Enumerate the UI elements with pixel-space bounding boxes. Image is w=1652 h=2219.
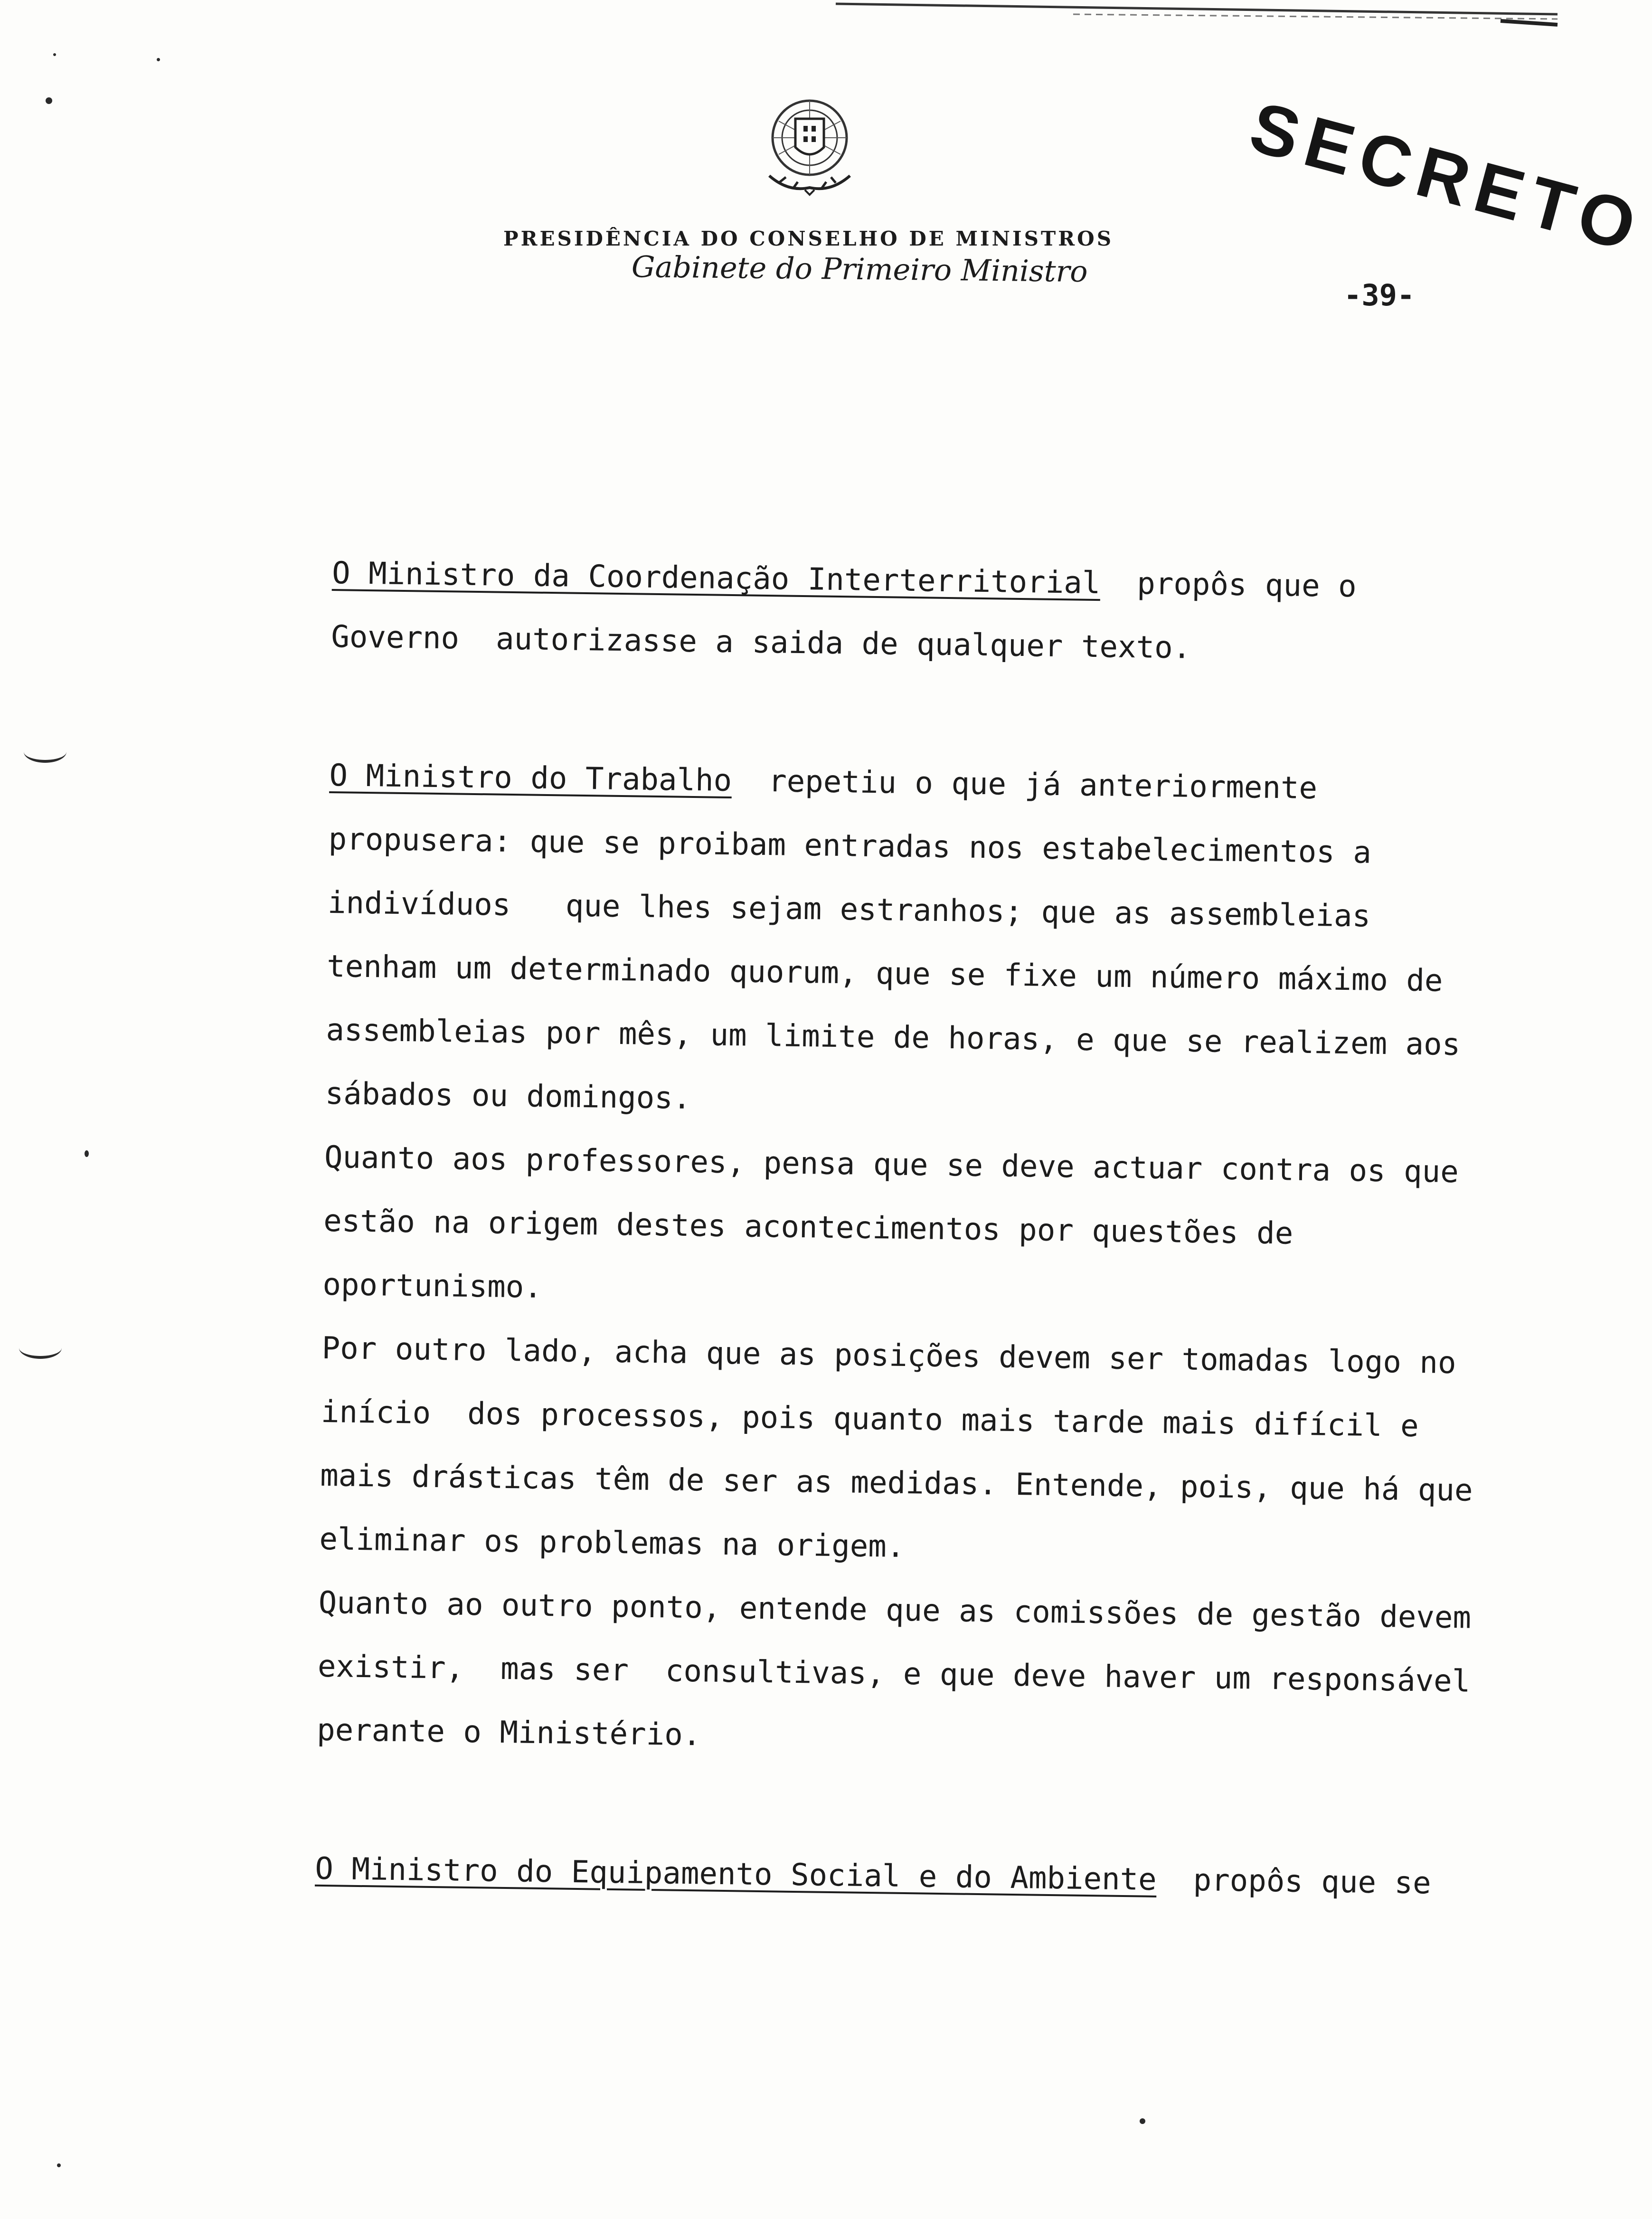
scan-speck (57, 2163, 61, 2167)
scan-speck (53, 53, 56, 56)
cabinet-script-line: Gabinete do Primeiro Ministro (631, 249, 1088, 289)
scan-speck (1140, 2118, 1145, 2124)
minutes-body (314, 541, 1507, 1916)
paragraph-text: propôs que se (1156, 1862, 1432, 1901)
speaker-label: O Ministro do Trabalho (329, 758, 732, 799)
binder-hole-mark (24, 741, 66, 763)
scan-speck (85, 1150, 89, 1157)
paragraph-text: propôs que o Governo autorizasse a saida de qualquer texto. (330, 566, 1375, 666)
paragraph-text: repetiu o que já anteriormente propusera: que se proibam entradas nos estabelecimentos a indivíduos que lhes sejam estranhos; que as assembleias tenham um determinado quorum, que se fixe um número máximo de assembleias por mês, um limite de horas, e que se realizem aos sábados ou domingos. (325, 763, 1479, 1116)
paragraph-timing (319, 1317, 1491, 1586)
scan-speck (46, 97, 52, 104)
secret-stamp: SECRETO (1242, 86, 1652, 268)
binder-hole-mark (19, 1337, 62, 1359)
paragraph-social-equipment-minister (315, 1837, 1484, 1916)
paragraph-coordination-minister (330, 541, 1500, 684)
paragraph-text: Quanto ao outro ponto, entende que as comissões de gestão devem existir, mas ser consultivas, e que deve haver um responsável perante o Ministério. (316, 1585, 1507, 1753)
paragraph-teachers (322, 1126, 1493, 1332)
paragraph-labour-minister (325, 744, 1498, 1141)
speaker-label: O Ministro do Equipamento Social e do Ambiente (314, 1851, 1157, 1897)
scan-edge-artifact (836, 0, 1558, 28)
coat-of-arms-emblem (760, 93, 859, 197)
page-number: -39- (1344, 278, 1415, 313)
paragraph-text: Quanto aos professores, pensa que se deve actuar contra os que estão na origem destes acontecimentos por questões de oportunismo. (322, 1139, 1477, 1305)
speaker-label: O Ministro da Coordenação Interterritorial (331, 555, 1101, 601)
paragraph-text: Por outro lado, acha que as posições devem ser tomadas logo no início dos processos, pois quanto mais tarde mais difícil e mais drásticas têm de ser as medidas. Entende, pois, que há que eliminar os problemas na origem. (319, 1330, 1492, 1565)
organization-name: PRESIDÊNCIA DO CONSELHO DE MINISTROS (503, 227, 1114, 250)
scan-speck (157, 58, 160, 61)
paragraph-management-commissions (316, 1571, 1507, 1777)
